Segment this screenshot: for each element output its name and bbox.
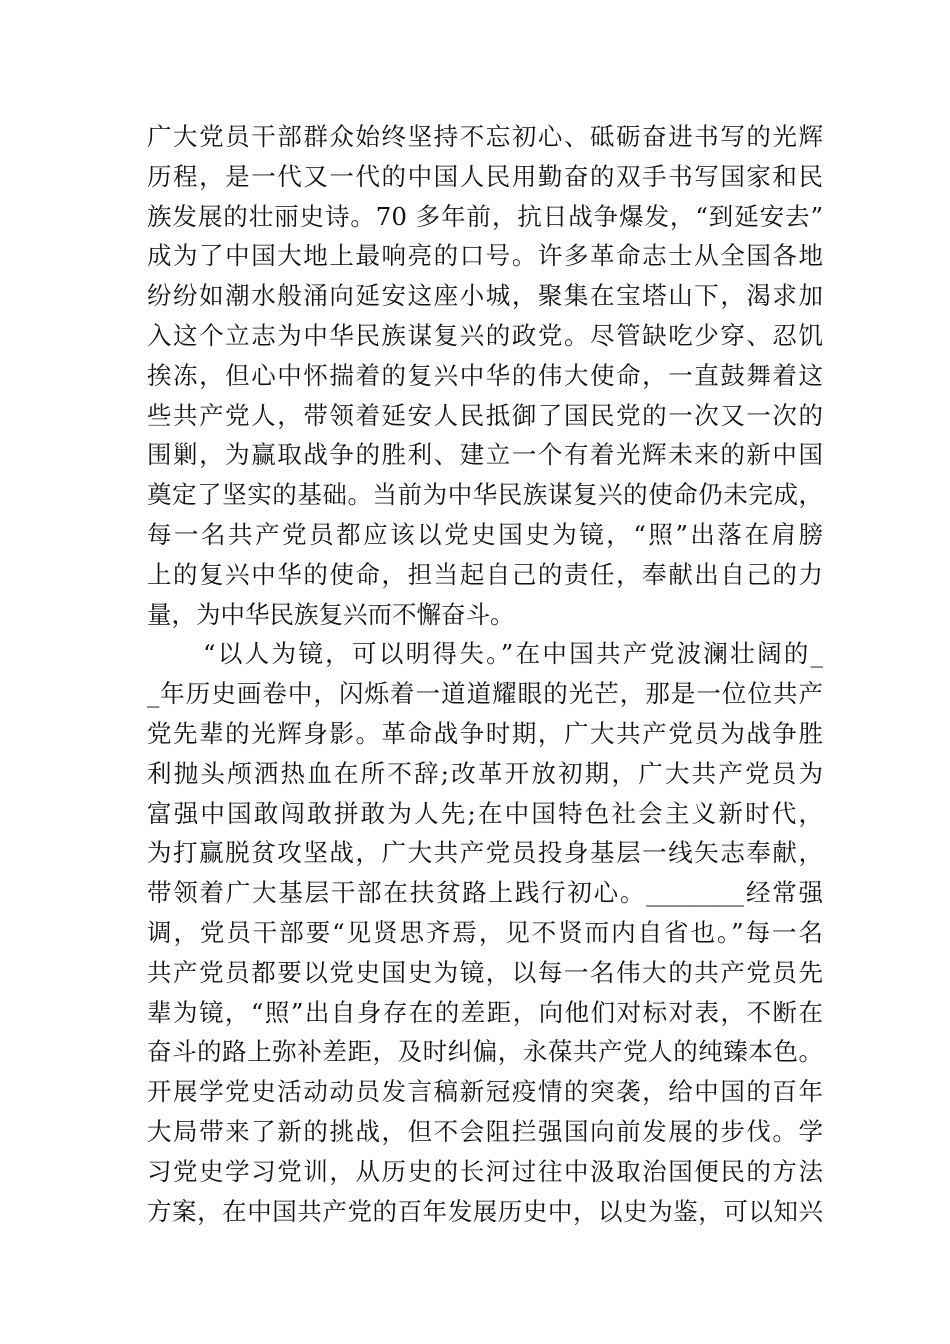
text-line: 入这个立志为中华民族谋复兴的政党。尽管缺吃少穿、忍饥	[147, 320, 823, 350]
text-line: 族发展的壮丽史诗。70 多年前，抗日战争爆发，“到延安去”	[147, 201, 823, 231]
text-line: 广大党员干部群众始终坚持不忘初心、砥砺奋进书写的光辉	[147, 122, 823, 151]
text-line: 些共产党人，带领着延安人民抵御了国民党的一次又一次的	[147, 400, 823, 430]
text-line: 量，为中华民族复兴而不懈奋斗。	[147, 599, 515, 629]
text-line: _年历史画卷中，闪烁着一道道耀眼的光芒，那是一位位共产	[147, 679, 823, 709]
text-line: 上的复兴中华的使命，担当起自己的责任，奉献出自己的力	[147, 559, 823, 589]
text-line: 奋斗的路上弥补差距，及时纠偏，永葆共产党人的纯臻本色。	[147, 1037, 823, 1067]
text-line: 成为了中国大地上最响亮的口号。许多革命志士从全国各地	[147, 241, 823, 271]
body-text	[147, 117, 823, 1231]
text-line: “以人为镜，可以明得失。”在中国共产党波澜壮阔的_	[203, 639, 823, 669]
paragraph-2	[147, 634, 823, 1231]
text-line: 大局带来了新的挑战，但不会阻拦强国向前发展的步伐。学	[147, 1116, 823, 1146]
text-line: 辈为镜，“照”出自身存在的差距，向他们对标对表，不断在	[147, 997, 823, 1027]
text-line: 为打赢脱贫攻坚战，广大共产党员投身基层一线矢志奉献，	[147, 838, 823, 868]
text-line: 开展学党史活动动员发言稿新冠疫情的突袭，给中国的百年	[147, 1077, 823, 1107]
text-line: 习党史学习党训，从历史的长河过往中汲取治国便民的方法	[147, 1156, 823, 1186]
text-line: 每一名共产党员都应该以党史国史为镜，“照”出落在肩膀	[147, 519, 823, 549]
text-line: 围剿，为赢取战争的胜利、建立一个有着光辉未来的新中国	[147, 440, 823, 470]
text-line: 奠定了坚实的基础。当前为中华民族谋复兴的使命仍未完成，	[147, 480, 823, 510]
text-line: 纷纷如潮水般涌向延安这座小城，聚集在宝塔山下，渴求加	[147, 281, 823, 311]
text-line: 富强中国敢闯敢拼敢为人先;在中国特色社会主义新时代，	[147, 798, 823, 828]
text-line: 共产党员都要以党史国史为镜，以每一名伟大的共产党员先	[147, 957, 823, 987]
text-line: 带领着广大基层干部在扶贫路上践行初心。________经常强	[147, 878, 823, 908]
text-line: 利抛头颅洒热血在所不辞;改革开放初期，广大共产党员为	[147, 758, 823, 788]
text-line: 党先辈的光辉身影。革命战争时期，广大共产党员为战争胜	[147, 718, 823, 748]
text-line: 方案，在中国共产党的百年发展历史中，以史为鉴，可以知兴	[147, 1196, 823, 1226]
text-line: 历程，是一代又一代的中国人民用勤奋的双手书写国家和民	[147, 161, 823, 191]
text-line: 调，党员干部要“见贤思齐焉，见不贤而内自省也。”每一名	[147, 917, 823, 947]
text-line: 挨冻，但心中怀揣着的复兴中华的伟大使命，一直鼓舞着这	[147, 360, 823, 390]
paragraph-1	[147, 117, 823, 634]
